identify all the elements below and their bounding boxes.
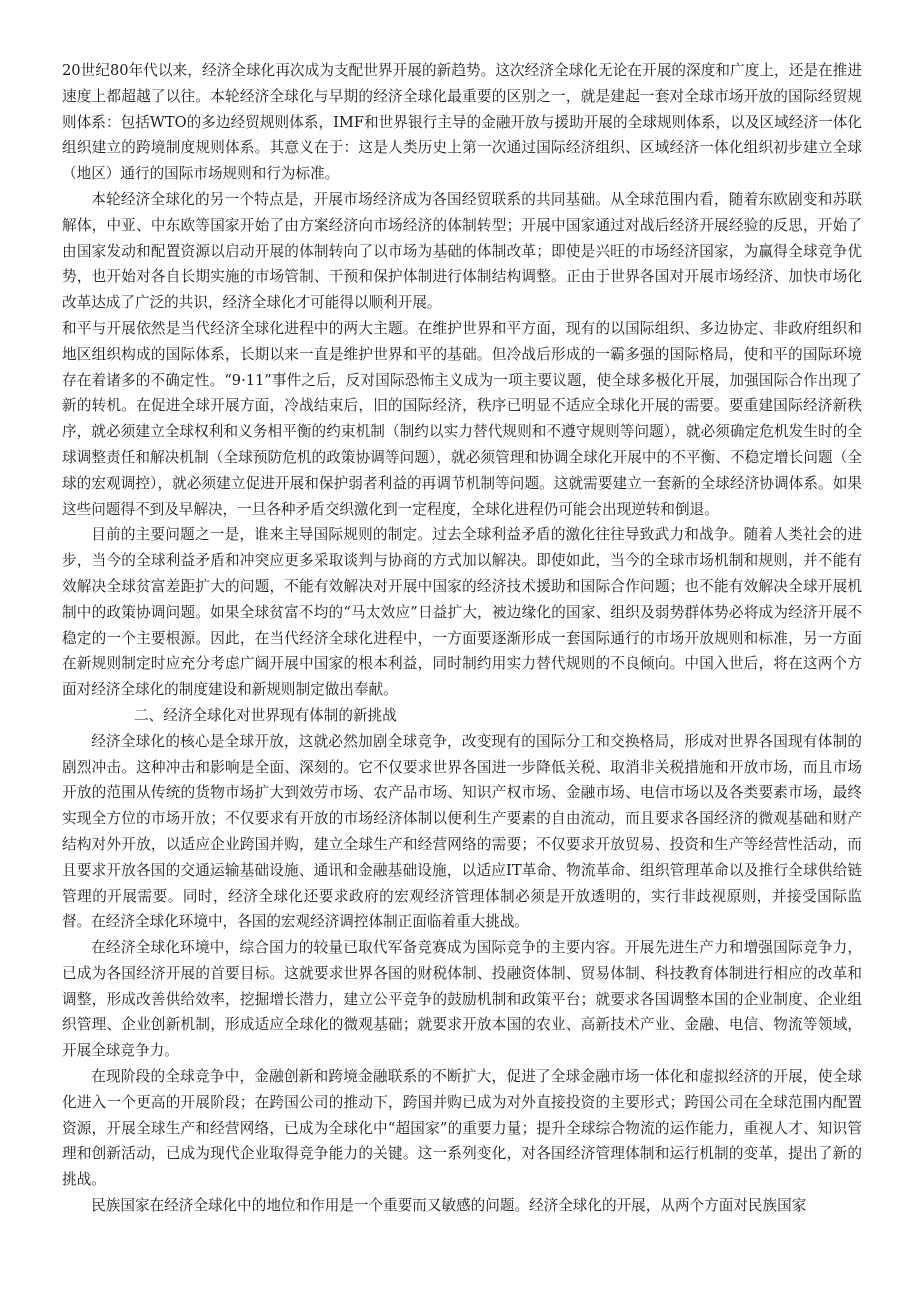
paragraph-market-economy-basis: 本轮经济全球化的另一个特点是，开展市场经济成为各国经贸联系的共同基础。从全球范围内看，随着东欧剧变和苏联解体，中亚、中东欧等国家开始了由方案经济向市场经济的体制转型；开展中国家通过对战后经济开展经验的反思，开始了由国家发动和配置资源以启动开展的体制转向了以市场为基础的体制改革；即使是兴旺的市场经济国家，为赢得全球竞争优势，也开始对各自长期实施的市场管制、干预和保护体制进行体制结构调整。正由于世界各国对开展市场经济、加快市场化改革达成了广泛的共识，经济全球化才可能得以顺利开展。 (62, 190, 862, 312)
paragraph-global-competition: 在现阶段的全球竞争中，金融创新和跨境金融联系的不断扩大，促进了全球金融市场一体化和虚拟经济的开展，使全球化进入一个更高的开展阶段；在跨国公司的推动下，跨国并购已成为对外直接投资的主要形式；跨国公司在全球范围内配置资源，开展全球生产和经营网络，已成为全球化中“超国家”的重要力量；提升全球综合物流的运作能力，重视人才、知识管理和创新活动，已成为现代企业取得竞争能力的关键。这一系列变化，对各国经济管理体制和运行机制的变革，提出了新的挑战。 (62, 1068, 862, 1189)
document-page (62, 58, 862, 1219)
section-heading: 二、经济全球化对世界现有体制的新挑战 (134, 706, 397, 724)
paragraph-international-rules: 目前的主要问题之一是，谁来主导国际规则的制定。过去全球利益矛盾的激化往往导致武力和战争。随着人类社会的进步，当今的全球利益矛盾和冲突应更多采取谈判与协商的方式加以解决。即使如此，当今的全球市场机制和规则，并不能有效解决全球贫富差距扩大的问题，不能有效解决对开展中国家的经济技术援助和国际合作问题；也不能有效解决全球开展机制中的政策协调问题。如果全球贫富不均的“马太效应”日益扩大，被边缘化的国家、组织及弱势群体势必将成为经济开展不稳定的一个主要根源。因此，在当代经济全球化进程中，一方面要逐渐形成一套国际通行的市场开放规则和标准，另一方面在新规则制定时应充分考虑广阔开展中国家的根本利益，同时制约用实力替代规则的不良倾向。中国入世后，将在这两个方面对经济全球化的制度建设和新规则制定做出奉献。 (62, 526, 862, 699)
paragraph-globalization-trend: 20世纪80年代以来，经济全球化再次成为支配世界开展的新趋势。这次经济全球化无论在开展的深度和广度上，还是在推进速度上都超越了以往。本轮经济全球化与早期的经济全球化最重要的区别之一，就是建起一套对全球市场开放的国际经贸规则体系：包括WTO的多边经贸规则体系，IMF和世界银行主导的金融开放与援助开展的全球规则体系，以及区域经济一体化组织建立的跨境制度规则体系。其意义在于：这是人类历史上第一次通过国际经济组织、区域经济一体化组织初步建立全球（地区）通行的国际市场规则和行为标准。 (62, 62, 862, 183)
paragraph-national-strength: 在经济全球化环境中，综合国力的较量已取代军备竞赛成为国际竞争的主要内容。开展先进生产力和增强国际竞争力，已成为各国经济开展的首要目标。这就要求世界各国的财税体制、投融资体制、贸易体制、科技教育体制进行相应的改革和调整，形成改善供给效率，挖掘增长潜力，建立公平竞争的鼓励机制和政策平台；就要求各国调整本国的企业制度、企业组织管理、企业创新机制，形成适应全球化的微观基础；就要求开放本国的农业、高新技术产业、金融、电信、物流等领域，开展全球竞争力。 (62, 939, 862, 1060)
paragraph-peace-and-development: 和平与开展依然是当代经济全球化进程中的两大主题。在维护世界和平方面，现有的以国际组织、多边协定、非政府组织和地区组织构成的国际体系，长期以来一直是维护世界和平的基础。但冷战后形成的一霸多强的国际格局，使和平的国际环境存在着诸多的不确定性。“9·11”事件之后，反对国际恐怖主义成为一项主要议题，使全球多极化开展，加强国际合作出现了新的转机。在促进全球开展方面，冷战结束后，旧的国际经济，秩序已明显不适应全球化开展的需要。要重建国际经济新秩序，就必须建立全球权利和义务相平衡的约束机制（制约以实力替代规则和不遵守规则等问题），就必须确定危机发生时的全球调整责任和解决机制（全球预防危机的政策协调等问题），就必须管理和协调全球化开展中的不平衡、不稳定增长问题（全球的宏观调控），就必须建立促进开展和保护弱者利益的再调节机制等问题。这就需要建立一套新的全球经济协调体系。如果这些问题得不到及早解决，一旦各种矛盾交织激化到一定程度，全球化进程仍可能会出现逆转和倒退。 (62, 319, 862, 518)
paragraph-global-opening: 经济全球化的核心是全球开放，这就必然加剧全球竞争，改变现有的国际分工和交换格局，形成对世界各国现有体制的剧烈冲击。这种冲击和影响是全面、深刻的。它不仅要求世界各国进一步降低关税、取消非关税措施和开放市场，而且市场开放的范围从传统的货物市场扩大到效劳市场、农产品市场、知识产权市场、金融市场、电信市场以及各类要素市场，最终实现全方位的市场开放；不仅要求有开放的市场经济体制以便利生产要素的自由流动，而且要求各国经济的微观基础和财产结构对外开放，以适应企业跨国并购，建立全球生产和经营网络的需要；不仅要求开放贸易、投资和生产等经营性活动，而且要求开放各国的交通运输基础设施、通讯和金融基础设施，以适应IT革命、物流革命、组织管理革命以及推行全球供给链管理的开展需要。同时，经济全球化还要求政府的宏观经济管理体制必须是开放透明的，实行非歧视原则，并接受国际监督。在经济全球化环境中，各国的宏观经济调控体制正面临着重大挑战。 (62, 732, 862, 931)
paragraph-nation-state-role: 民族国家在经济全球化中的地位和作用是一个重要而又敏感的问题。经济全球化的开展，从两个方面对民族国家 (91, 1197, 807, 1215)
